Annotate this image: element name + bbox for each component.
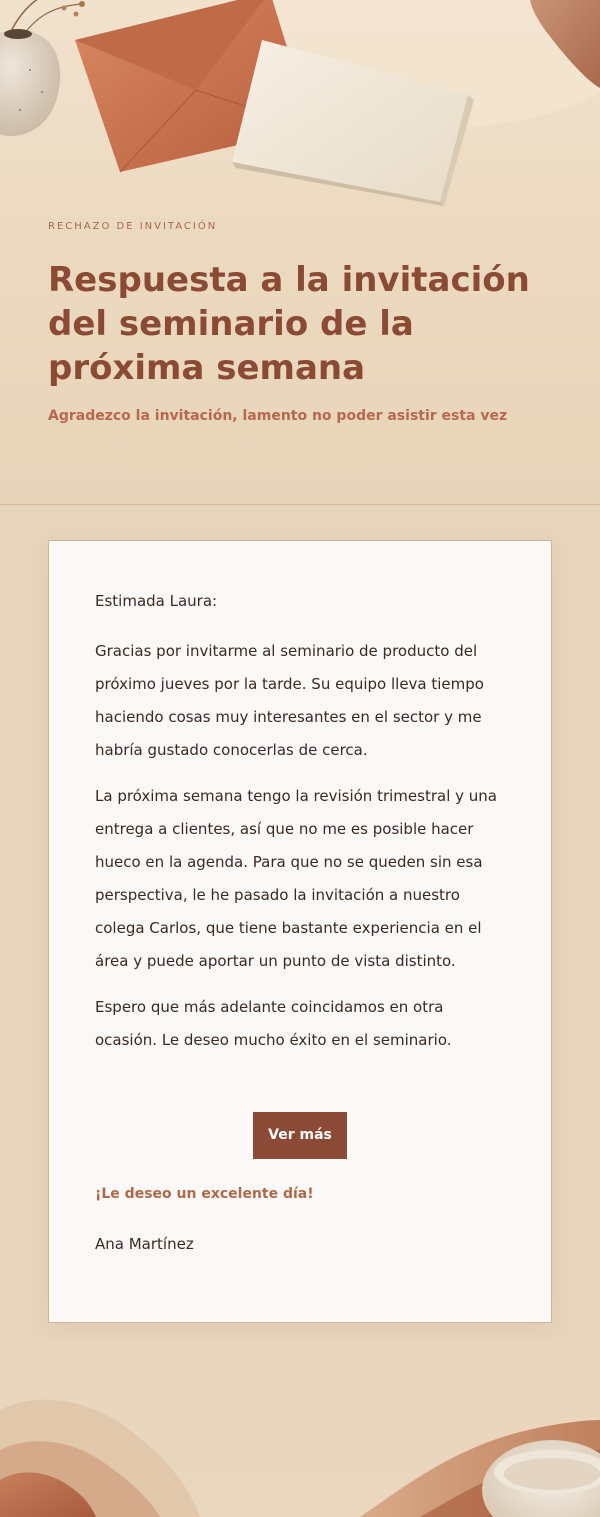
hero-divider — [0, 504, 600, 505]
ver-mas-button[interactable]: Ver más — [253, 1112, 347, 1159]
letter-greeting: Estimada Laura: — [95, 592, 218, 610]
letter-body — [95, 587, 507, 1070]
letter-paragraph: Espero que más adelante coincidamos en otra ocasión. Le deseo mucho éxito en el seminario. — [95, 998, 452, 1049]
vase-decoration — [0, 0, 85, 136]
letter-paragraph: La próxima semana tengo la revisión trimestral y una entrega a clientes, así que no me es posible hacer hueco en la agenda. Para que no se queden sin esa perspectiva, le he pasado la invitación a nuestro colega Carlos, que tiene bastante experiencia en el área y puede aportar un punto de vista distinto. — [95, 787, 497, 970]
signature: Ana Martínez — [95, 1235, 194, 1253]
letter-paragraph: Gracias por invitarme al seminario de producto del próximo jueves por la tarde. Su equipo lleva tiempo haciendo cosas muy interesantes en el sector y me habría gustado conocerlas de cerca. — [95, 642, 484, 759]
hero-header — [0, 0, 600, 505]
letter-card — [48, 540, 552, 1323]
page-subtitle: Agradezco la invitación, lamento no poder asistir esta vez — [48, 408, 508, 424]
hero-illustration — [0, 0, 600, 220]
closing-line: ¡Le deseo un excelente día! — [95, 1186, 314, 1202]
eyebrow-label: RECHAZO DE INVITACIÓN — [48, 221, 218, 232]
footer-illustration — [0, 1340, 600, 1517]
page-title: Respuesta a la invitación del seminario de la próxima semana — [48, 260, 530, 388]
